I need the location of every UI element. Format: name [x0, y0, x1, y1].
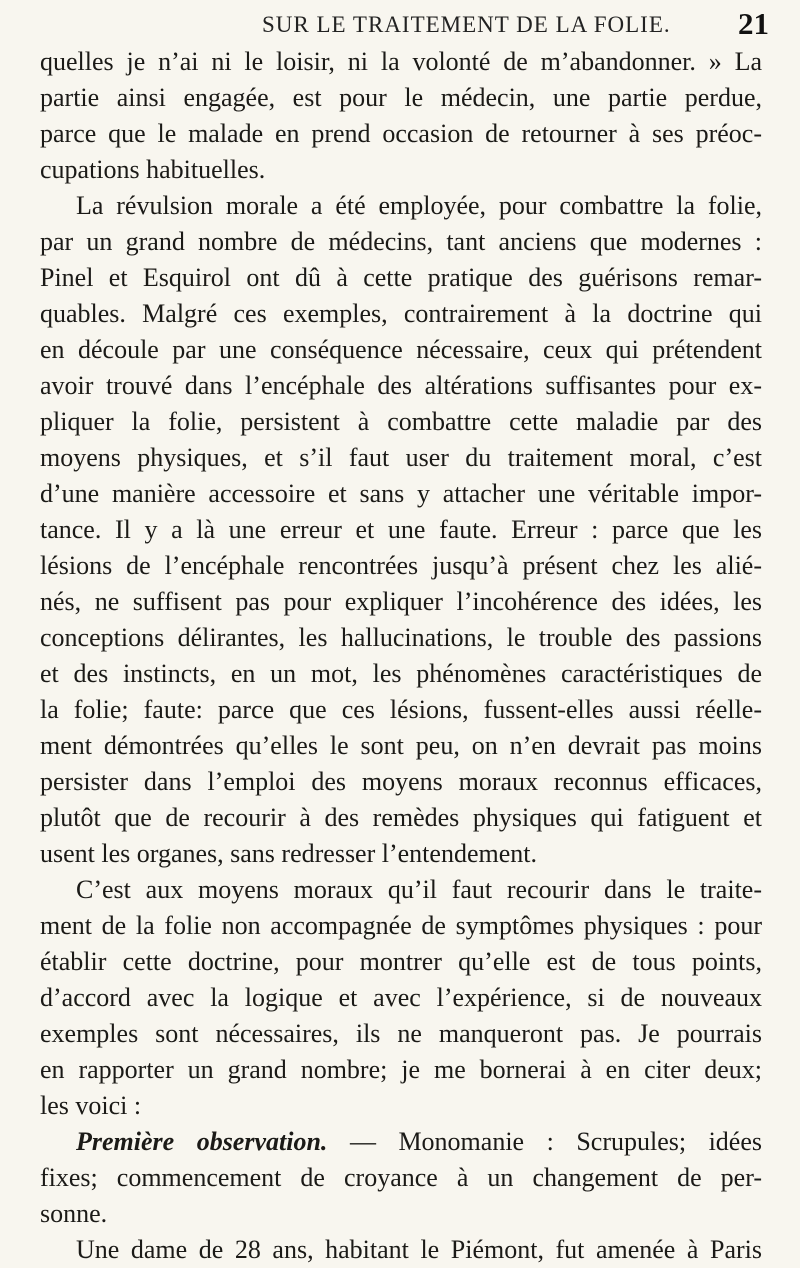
text-line: conceptions délirantes, les hallucinations, le trouble des passions: [40, 623, 762, 652]
text-line: cupations habituelles.: [40, 155, 266, 184]
text-line: lésions de l’encéphale rencontrées jusqu’à présent chez les alié-: [40, 551, 762, 580]
text-line: persister dans l’emploi des moyens moraux reconnus efficaces,: [40, 767, 762, 796]
text-line: tance. Il y a là une erreur et une faute. Erreur : parce que les: [40, 515, 762, 544]
text-line: Pinel et Esquirol ont dû à cette pratique des guérisons remar-: [40, 263, 762, 292]
text-line: partie ainsi engagée, est pour le médecin, une partie perdue,: [40, 83, 762, 112]
body-text: [40, 44, 762, 1268]
text-line: quables. Malgré ces exemples, contrairement à la doctrine qui: [40, 299, 762, 328]
text-line: sonne.: [40, 1199, 108, 1228]
text-line: en rapporter un grand nombre; je me bornerai à en citer deux;: [40, 1055, 762, 1084]
text-line: fixes; commencement de croyance à un changement de per-: [40, 1163, 762, 1192]
observation-summary: — Monomanie : Scrupules; idées: [349, 1127, 763, 1156]
page-number: 21: [738, 6, 769, 41]
text-line: établir cette doctrine, pour montrer qu’elle est de tous points,: [40, 947, 762, 976]
text-line: et des instincts, en un mot, les phénomènes caractéristiques de: [40, 659, 762, 688]
text-line: en découle par une conséquence nécessaire, ceux qui prétendent: [40, 335, 762, 364]
text-line: d’une manière accessoire et sans y attacher une véritable impor-: [40, 479, 762, 508]
text-line: d’accord avec la logique et avec l’expérience, si de nouveaux: [40, 983, 762, 1012]
text-line: exemples sont nécessaires, ils ne manqueront pas. Je pourrais: [40, 1019, 762, 1048]
text-line: La révulsion morale a été employée, pour combattre la folie,: [76, 191, 762, 220]
observation-heading-line: [40, 1124, 762, 1160]
running-head: SUR LE TRAITEMENT DE LA FOLIE.: [262, 12, 671, 37]
observation-title: Première observation.: [76, 1127, 328, 1156]
text-line: pliquer la folie, persistent à combattre cette maladie par des: [40, 407, 762, 436]
text-line: moyens physiques, et s’il faut user du traitement moral, c’est: [40, 443, 762, 472]
text-line: ment de la folie non accompagnée de symptômes physiques : pour: [40, 911, 762, 940]
text-line: usent les organes, sans redresser l’entendement.: [40, 839, 537, 868]
text-line: par un grand nombre de médecins, tant anciens que modernes :: [40, 227, 762, 256]
text-line: les voici :: [40, 1091, 142, 1120]
text-line: plutôt que de recourir à des remèdes physiques qui fatiguent et: [40, 803, 762, 832]
text-line: la folie; faute: parce que ces lésions, fussent-elles aussi réelle-: [40, 695, 762, 724]
text-line: nés, ne suffisent pas pour expliquer l’incohérence des idées, les: [40, 587, 762, 616]
text-line: ment démontrées qu’elles le sont peu, on n’en devrait pas moins: [40, 731, 762, 760]
text-line: Une dame de 28 ans, habitant le Piémont, fut amenée à Paris: [76, 1235, 762, 1264]
text-line: avoir trouvé dans l’encéphale des altérations suffisantes pour ex-: [40, 371, 762, 400]
text-line: parce que le malade en prend occasion de retourner à ses préoc-: [40, 119, 762, 148]
text-line: C’est aux moyens moraux qu’il faut recourir dans le traite-: [76, 875, 762, 904]
text-line: quelles je n’ai ni le loisir, ni la volonté de m’abandonner. » La: [40, 47, 762, 76]
